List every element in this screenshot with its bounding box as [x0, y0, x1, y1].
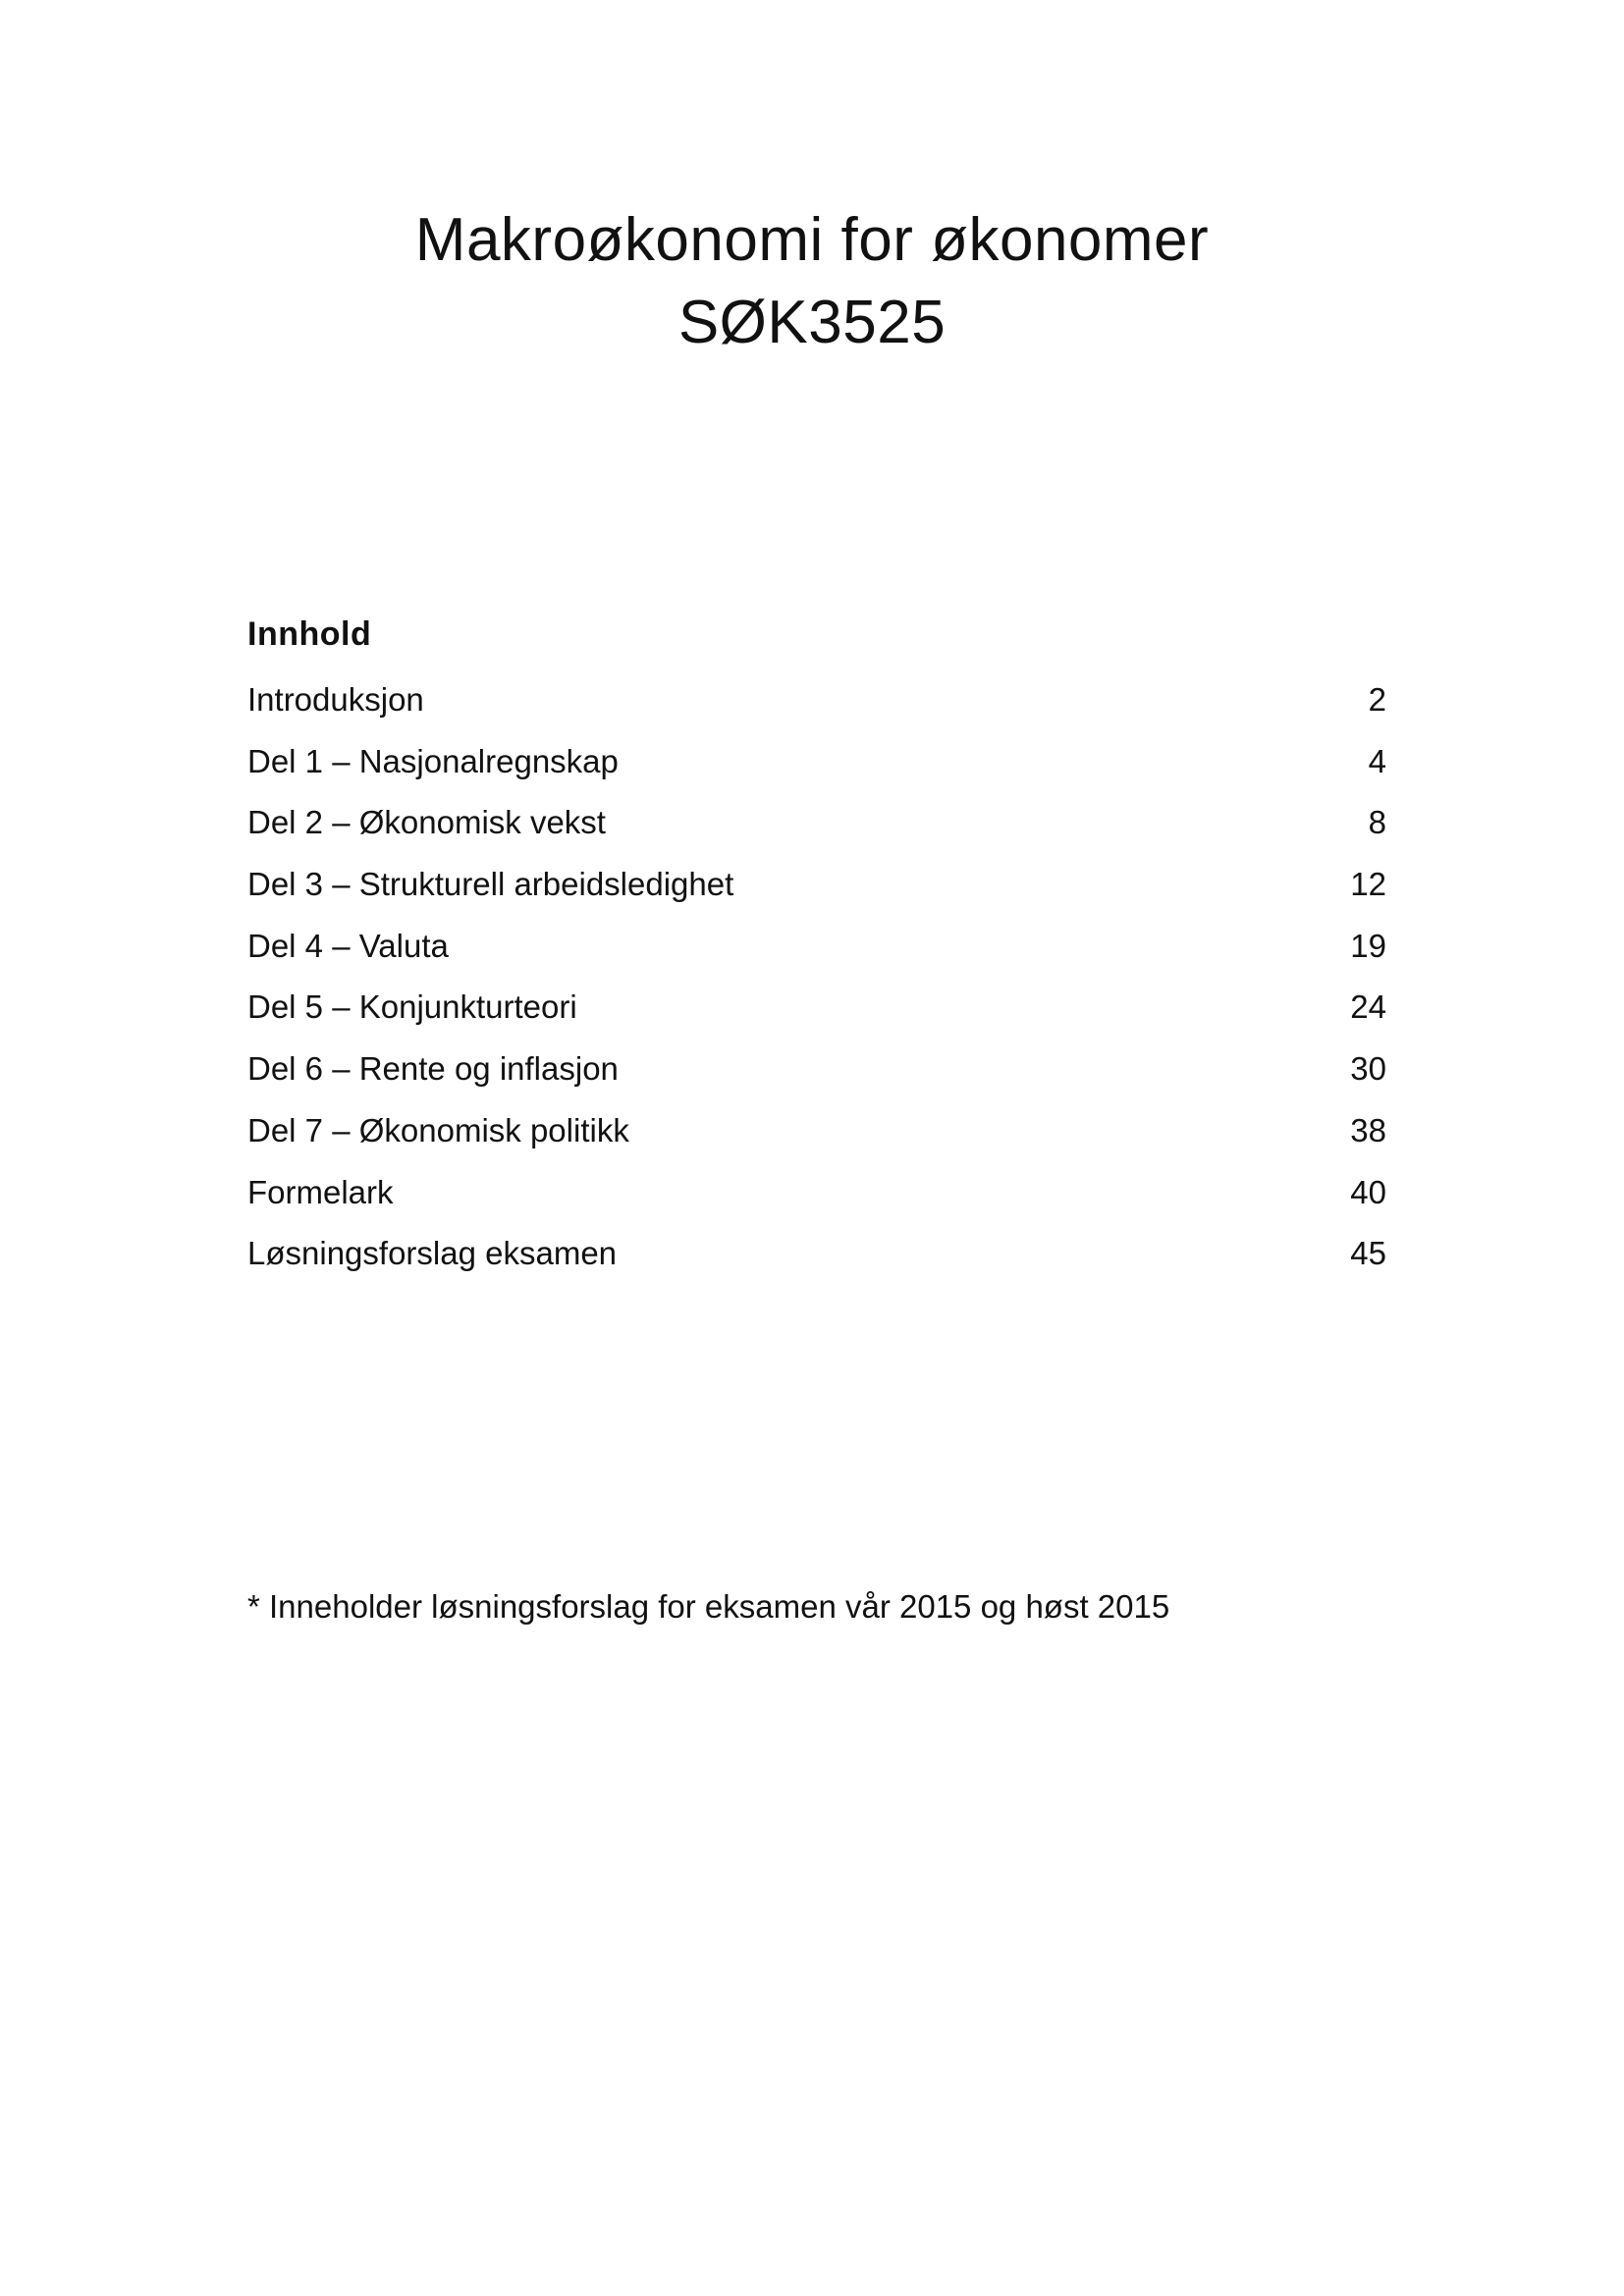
toc-entry-label: Del 6 – Rente og inflasjon [247, 1050, 619, 1088]
toc-entry-label: Del 5 – Konjunkturteori [247, 988, 577, 1026]
toc-entry[interactable] [247, 977, 1386, 1039]
toc-entry-label: Del 4 – Valuta [247, 927, 449, 964]
toc-entry-page: 24 [1350, 988, 1386, 1026]
toc-list [247, 669, 1386, 1285]
toc-entry[interactable] [247, 1223, 1386, 1285]
toc-entry-page: 4 [1368, 742, 1386, 779]
toc-entry[interactable] [247, 1162, 1386, 1224]
title-main: Makroøkonomi for økonomer [414, 206, 1210, 274]
toc-entry-page: 8 [1368, 804, 1386, 841]
title-course-code: SØK3525 [677, 289, 947, 356]
toc-entry[interactable] [247, 731, 1386, 793]
toc-entry[interactable] [247, 916, 1386, 978]
toc-entry-page: 38 [1350, 1111, 1386, 1148]
toc-entry[interactable] [247, 1039, 1386, 1100]
toc-entry[interactable] [247, 1100, 1386, 1162]
toc-entry-label: Del 2 – Økonomisk vekst [247, 804, 606, 841]
toc-entry[interactable] [247, 854, 1386, 916]
toc-entry[interactable] [247, 792, 1386, 854]
toc-entry[interactable] [247, 669, 1386, 731]
toc-entry-label: Del 7 – Økonomisk politikk [247, 1111, 629, 1148]
table-of-contents [247, 607, 1386, 1285]
toc-entry-page: 40 [1350, 1173, 1386, 1210]
toc-entry-label: Del 1 – Nasjonalregnskap [247, 742, 619, 779]
toc-entry-label: Del 3 – Strukturell arbeidsledighet [247, 866, 734, 903]
footnote: * Inneholder løsningsforslag for eksamen vår 2015 og høst 2015 [247, 1588, 1170, 1625]
toc-entry-label: Løsningsforslag eksamen [247, 1235, 618, 1272]
toc-heading: Innhold [247, 615, 372, 653]
toc-entry-page: 45 [1350, 1235, 1386, 1272]
toc-entry-label: Formelark [247, 1173, 394, 1210]
toc-entry-page: 19 [1350, 927, 1386, 964]
toc-entry-page: 2 [1368, 681, 1386, 718]
toc-entry-page: 12 [1350, 866, 1386, 903]
document-title [0, 199, 1624, 364]
toc-entry-label: Introduksjon [247, 681, 424, 718]
toc-entry-page: 30 [1350, 1050, 1386, 1088]
